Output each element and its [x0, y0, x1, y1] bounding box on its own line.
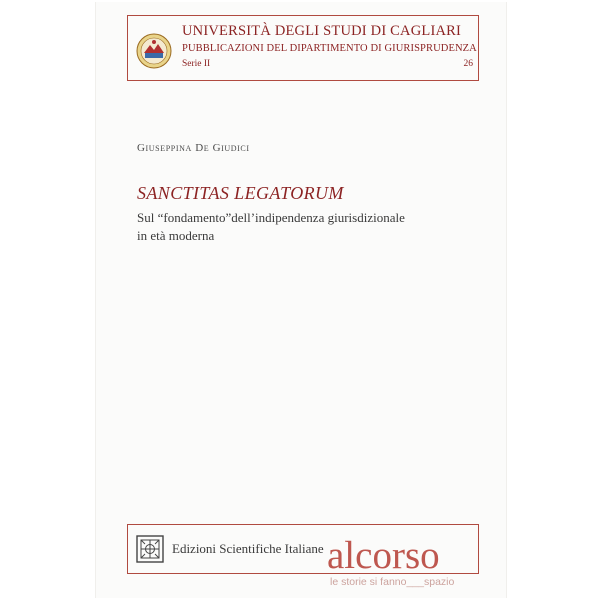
book-title: SANCTITAS LEGATORUM [137, 183, 344, 203]
publisher-name: Edizioni Scientifiche Italiane [172, 541, 324, 556]
book-subtitle-line-1: Sul “fondamento”dell’indipendenza giurisdizionale [137, 210, 405, 225]
university-name: UNIVERSITÀ DEGLI STUDI DI CAGLIARI [182, 23, 462, 39]
author-name: Giuseppina De Giudici [137, 142, 250, 154]
publisher-logo-icon [136, 535, 164, 563]
alcorso-watermark [327, 534, 485, 589]
university-crest-icon [136, 33, 172, 69]
series-label: Serie II [182, 59, 211, 69]
publication-series-name: PUBBLICAZIONI DEL DIPARTIMENTO DI GIURISPRUDENZA [182, 43, 477, 54]
watermark-brand: alcorso [327, 534, 440, 577]
book-cover [95, 2, 507, 598]
book-subtitle-line-2: in età moderna [137, 228, 215, 243]
series-number: 26 [463, 59, 473, 69]
watermark-tagline: le storie si fanno___spazio [330, 576, 455, 588]
